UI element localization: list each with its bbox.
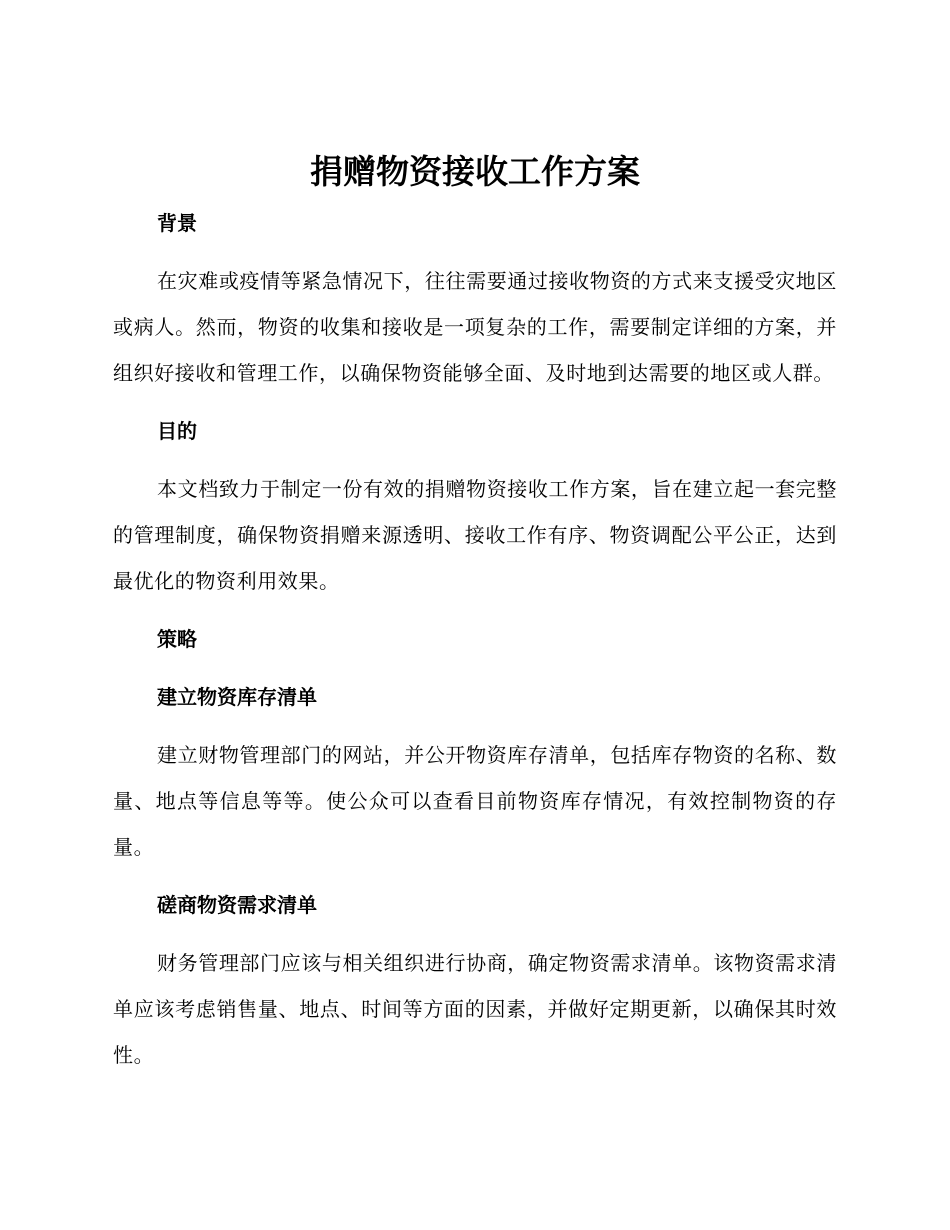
section-paragraph-purpose: 本文档致力于制定一份有效的捐赠物资接收工作方案，旨在建立起一套完整的管理制度，确保物资捐赠来源透明、接收工作有序、物资调配公平公正，达到最优化的物资利用效果。 xyxy=(113,477,837,593)
section-paragraph-background: 在灾难或疫情等紧急情况下，往往需要通过接收物资的方式来支援受灾地区或病人。然而，物资的收集和接收是一项复杂的工作，需要制定详细的方案，并组织好接收和管理工作，以确保物资能够全面、及时地到达需要的地区或人群。 xyxy=(113,269,837,385)
section-paragraph-inventory-list: 建立财物管理部门的网站，并公开物资库存清单，包括库存物资的名称、数量、地点等信息等等。使公众可以查看目前物资库存情况，有效控制物资的存量。 xyxy=(113,743,837,859)
section-heading-strategy: 策略 xyxy=(157,627,197,651)
section-heading-purpose: 目的 xyxy=(157,419,197,443)
section-heading-inventory-list: 建立物资库存清单 xyxy=(157,685,317,709)
section-heading-background: 背景 xyxy=(157,211,197,235)
section-heading-demand-list: 磋商物资需求清单 xyxy=(157,893,317,917)
section-paragraph-demand-list: 财务管理部门应该与相关组织进行协商，确定物资需求清单。该物资需求清单应该考虑销售量、地点、时间等方面的因素，并做好定期更新，以确保其时效性。 xyxy=(113,951,837,1067)
document-body xyxy=(113,200,837,1078)
document-title: 捐赠物资接收工作方案 xyxy=(310,152,640,191)
